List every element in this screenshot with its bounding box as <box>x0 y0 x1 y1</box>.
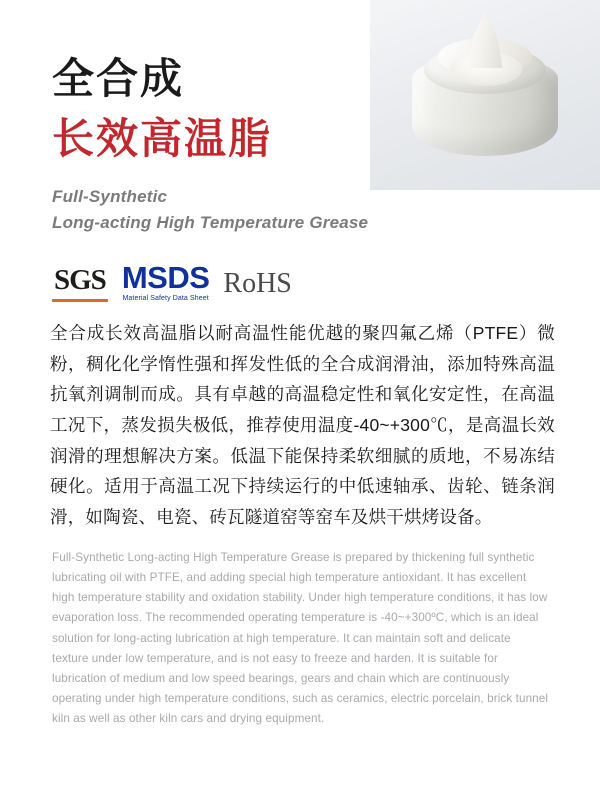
sgs-logo-label: SGS <box>54 264 106 296</box>
title-chinese-secondary: 长效高温脂 <box>52 115 273 162</box>
msds-logo <box>122 262 210 302</box>
title-english-line2: Long-acting High Temperature Grease <box>52 213 369 233</box>
sgs-logo <box>52 265 108 302</box>
title-english <box>52 184 368 237</box>
grease-cap-image <box>404 12 566 164</box>
certification-logos <box>52 262 292 302</box>
rohs-logo-label: RoHS <box>223 268 292 299</box>
title-chinese-primary: 全合成 <box>52 55 185 102</box>
description-english: Full-Synthetic Long-acting High Temperature Grease is prepared by thickening full synthetic lubricating oil with PTFE, and adding special high temperature antioxidant. It has excellent high temperature stability and oxidation stability. Under high temperature conditions, it has low evaporation loss. The recommended operating temperature is -40~+300ºC, which is an ideal solution for long-acting lubrication at high temperature. It can maintain soft and delicate texture under low temperature, and is not easy to freeze and harden. It is suitable for lubrication of medium and low speed bearings, gears and chain which are continuously operating under high temperature conditions, such as ceramics, electric porcelain, brick tunnel kiln as well as other kiln cars and drying equipment. <box>52 551 549 725</box>
product-photo <box>370 0 600 190</box>
title-english-line1: Full-Synthetic <box>52 187 168 206</box>
msds-logo-label: MSDS <box>121 260 210 295</box>
msds-logo-sublabel: Material Safety Data Sheet <box>122 295 209 302</box>
description-chinese: 全合成长效高温脂以耐高温性能优越的聚四氟乙烯（PTFE）微粉，稠化化学惰性强和挥发性低的全合成润滑油，添加特殊高温抗氧剂调制而成。具有卓越的高温稳定性和氧化安定性，在高温工况下，蒸发损失极低，推荐使用温度-40~+300℃，是高温长效润滑的理想解决方案。低温下能保持柔软细腻的质地，不易冻结硬化。适用于高温工况下持续运行的中低速轴承、齿轮、链条润滑，如陶瓷、电瓷、砖瓦隧道窑等窑车及烘干烘烤设备。 <box>50 323 555 527</box>
